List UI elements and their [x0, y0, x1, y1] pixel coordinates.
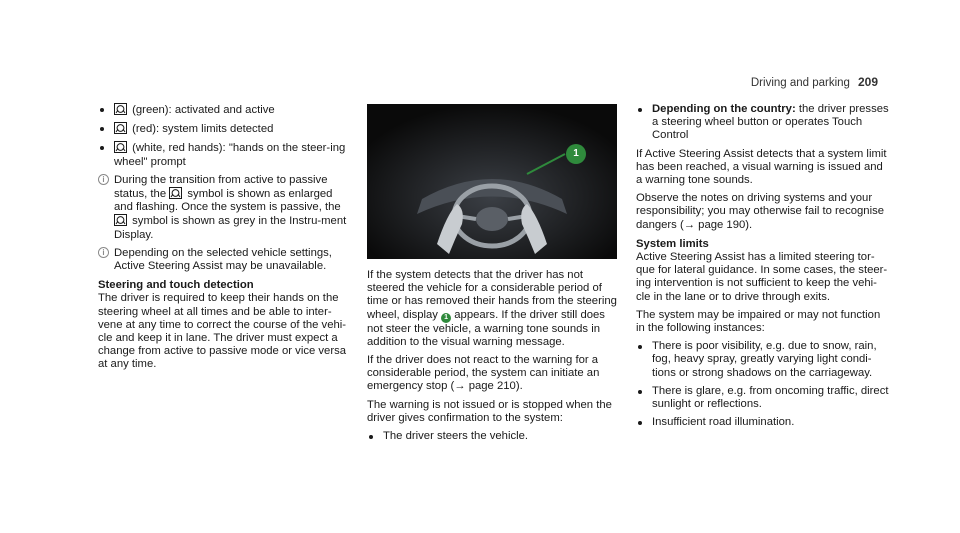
list-item: (white, red hands): "hands on the steer-ing wheel" prompt [98, 141, 348, 168]
dashboard-illustration [367, 104, 617, 259]
list-item: (red): system limits detected [98, 122, 348, 136]
info-note: i During the transition from active to passive status, the symbol is shown as enlarged and flashing. Once the system is passive, the symbol is shown as grey in the Instru-ment Display. [98, 174, 348, 242]
section-heading: Steering and touch detection [98, 279, 254, 292]
callout-badge: 1 [441, 313, 451, 323]
section-heading: System limits [636, 237, 709, 250]
column-1 [98, 103, 348, 377]
list-item: There is poor visibility, e.g. due to snow, rain, fog, heavy spray, greatly varying light condi-tions or strong shadows on the carriageway. [636, 340, 891, 380]
list-item: There is glare, e.g. from oncoming traffic, direct sunlight or reflections. [636, 385, 891, 411]
steering-wheel-hands-icon [114, 214, 127, 226]
body-paragraph: If Active Steering Assist detects that a system limit has been reached, a visual warning is issued and a warning tone sounds. [636, 147, 887, 187]
column-3 [636, 103, 891, 434]
list-item: (green): activated and active [98, 103, 348, 117]
list-item: Insufficient road illumination. [636, 416, 891, 429]
page-number: 209 [857, 75, 878, 89]
info-note: i Depending on the selected vehicle settings, Active Steering Assist may be unavailable. [98, 247, 348, 273]
page-header [751, 76, 878, 90]
body-paragraph: Observe the notes on driving systems and your responsibility; you may otherwise fail to recognise dangers (→ page 190). [636, 192, 885, 231]
steering-wheel-hands-icon [114, 103, 127, 115]
figure-callout: 1 [573, 148, 579, 159]
steering-wheel-hands-icon [114, 122, 127, 134]
body-paragraph: The driver is required to keep their hands on the steering wheel at all times and be able to inter-vene at any time to correct the course of the vehi-cle and keep it in lane. The driver must expect a change from active to passive mode or vice versa at any time. [98, 292, 347, 371]
body-paragraph: The warning is not issued or is stopped when the driver gives confirmation to the system: [367, 398, 612, 424]
steering-wheel-hands-icon [114, 141, 127, 153]
steering-wheel-hands-icon [169, 187, 182, 199]
info-icon: i [98, 174, 109, 185]
steering-wheel-illustration [367, 104, 617, 259]
info-icon: i [98, 247, 109, 258]
body-paragraph: Active Steering Assist has a limited steering tor-que for lateral guidance. In some cases, the steer-ing intervention is not sufficient to keep the vehi-cle in the lane or to drive through exits. [636, 251, 888, 303]
column-2 [367, 0, 617, 448]
body-paragraph: If the system detects that the driver has not steered the vehicle for a considerable period of time or has removed their hands from the steering wheel, display 1 appears. If the driver still does not steer the vehicle, a warning tone sounds in addition to the visual warning message. [367, 269, 617, 348]
body-paragraph: The system may be impaired or may not function in the following instances: [636, 308, 881, 335]
body-paragraph: If the driver does not react to the warning for a considerable period, the system can initiate an emergency stop (→ page 210). [367, 354, 600, 393]
list-item: Depending on the country: the driver presses a steering wheel button or operates Touch Control [636, 103, 891, 143]
section-title: Driving and parking [750, 77, 850, 89]
list-item: The driver steers the vehicle. [367, 430, 617, 443]
